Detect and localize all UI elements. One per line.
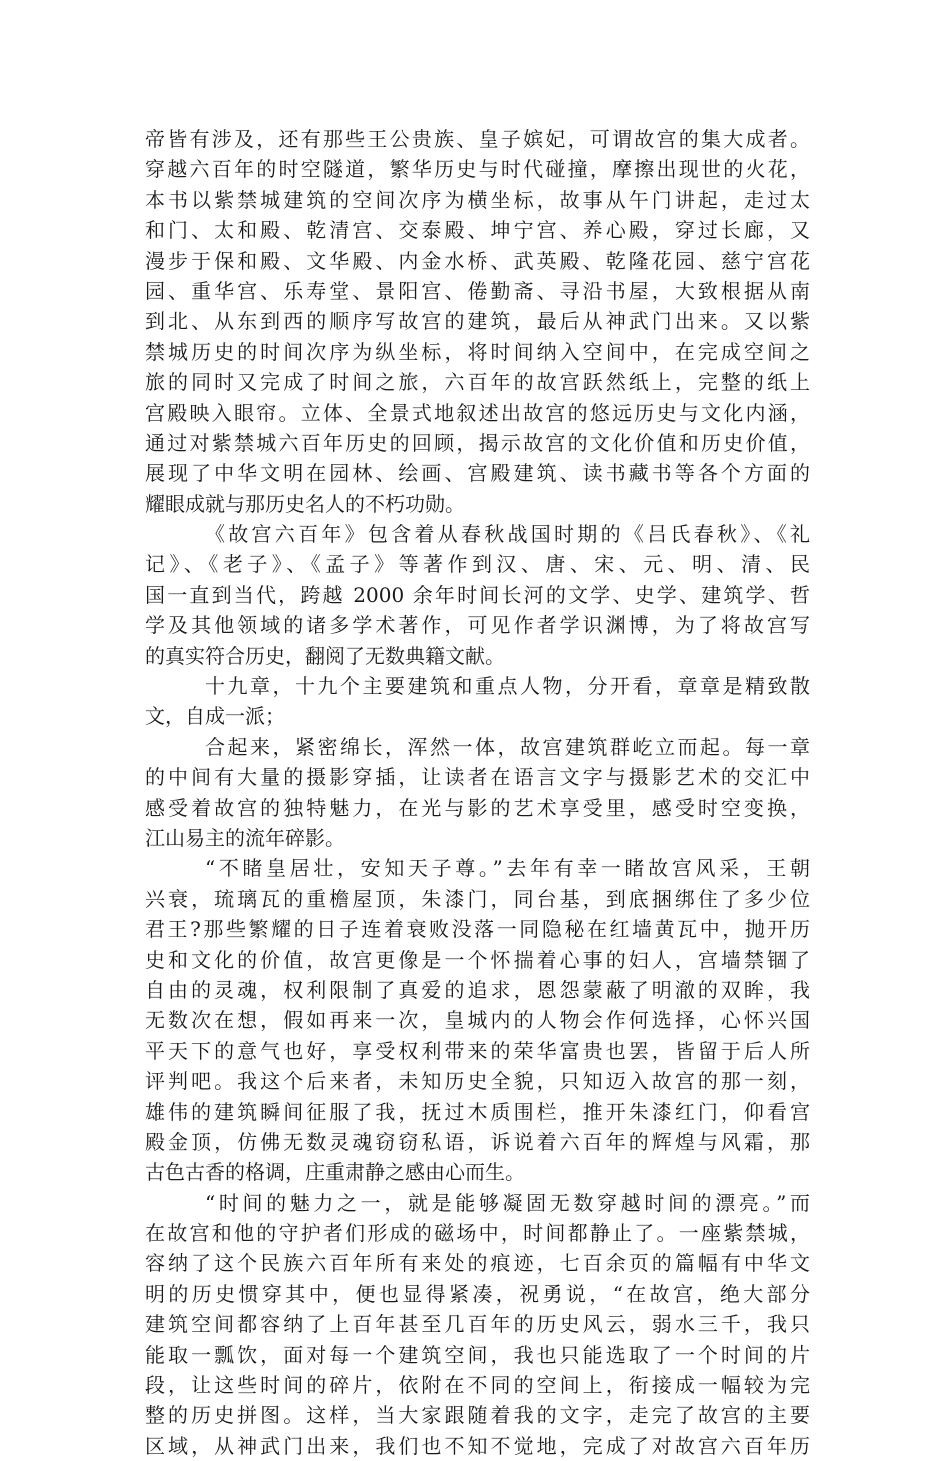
text-line: 旅的同时又完成了时间之旅，六百年的故宫跃然纸上，完整的纸上	[145, 370, 810, 395]
text-line: 十九章，十九个主要建筑和重点人物，分开看，章章是精致散	[205, 674, 810, 699]
text-line: 段，让这些时间的碎片，依附在不同的空间上，衔接成一幅较为完	[145, 1373, 810, 1398]
text-line: 漫步于保和殿、文华殿、内金水桥、武英殿、乾隆花园、慈宁宫花	[145, 248, 810, 273]
text-line: 区域，从神武门出来，我们也不知不觉地，完成了对故宫六百年历	[145, 1433, 810, 1458]
text-line: 文，自成一派；	[145, 704, 285, 729]
text-line: 到北、从东到西的顺序写故宫的建筑，最后从神武门出来。又以紫	[145, 309, 810, 334]
text-line: 本书以紫禁城建筑的空间次序为横坐标，故事从午门讲起，走过太	[145, 187, 810, 212]
text-line: 容纳了这个民族六百年所有来处的痕迹，七百余页的篇幅有中华文	[145, 1251, 810, 1276]
text-line: 穿越六百年的时空隧道，繁华历史与时代碰撞，摩擦出现世的火花，	[145, 157, 810, 182]
text-line: 耀眼成就与那历史名人的不朽功勋。	[145, 491, 465, 516]
text-line: 的中间有大量的摄影穿插，让读者在语言文字与摄影艺术的交汇中	[145, 765, 810, 790]
text-line: 评判吧。我这个后来者，未知历史全貌，只知迈入故宫的那一刻，	[145, 1069, 810, 1094]
text-line: 国一直到当代，跨越 2000 余年时间长河的文学、史学、建筑学、哲	[145, 582, 810, 607]
text-line: 通过对紫禁城六百年历史的回顾，揭示故宫的文化价值和历史价值，	[145, 430, 810, 455]
text-line: 整的历史拼图。这样，当大家跟随着我的文字，走完了故宫的主要	[145, 1403, 810, 1428]
text-line: 自由的灵魂，权利限制了真爱的追求，恩怨蒙蔽了明澈的双眸，我	[145, 977, 810, 1002]
text-line: 在故宫和他的守护者们形成的磁场中，时间都静止了。一座紫禁城，	[145, 1221, 810, 1246]
text-line: 展现了中华文明在园林、绘画、宫殿建筑、读书藏书等各个方面的	[145, 461, 810, 486]
text-line: 江山易主的流年碎影。	[145, 825, 345, 850]
text-line: 合起来，紧密绵长，浑然一体，故宫建筑群屹立而起。每一章	[205, 734, 810, 759]
text-line: 宫殿映入眼帘。立体、全景式地叙述出故宫的悠远历史与文化内涵，	[145, 400, 810, 425]
text-line: 禁城历史的时间次序为纵坐标，将时间纳入空间中，在完成空间之	[145, 339, 810, 364]
text-line: 《故宫六百年》包含着从春秋战国时期的《吕氏春秋》、《礼	[205, 522, 810, 547]
text-line: 能取一瓢饮，面对每一个建筑空间，我也只能选取了一个时间的片	[145, 1342, 810, 1367]
text-line: 史和文化的价值，故宫更像是一个怀揣着心事的妇人，宫墙禁锢了	[145, 947, 810, 972]
text-line: 感受着故宫的独特魅力，在光与影的艺术享受里，感受时空变换，	[145, 795, 810, 820]
text-line: 的真实符合历史，翻阅了无数典籍文献。	[145, 643, 505, 668]
body-text	[145, 124, 810, 1461]
text-line: “时间的魅力之一，就是能够凝固无数穿越时间的漂亮。”而	[205, 1190, 810, 1215]
text-line: 明的历史惯穿其中，便也显得紧凑，祝勇说，“在故宫，绝大部分	[145, 1281, 810, 1306]
text-line: 无数次在想，假如再来一次，皇城内的人物会作何选择，心怀兴国	[145, 1008, 810, 1033]
text-line: “不睹皇居壮，安知天子尊。”去年有幸一睹故宫风采，王朝	[205, 856, 810, 881]
text-line: 雄伟的建筑瞬间征服了我，抚过木质围栏，推开朱漆红门，仰看宫	[145, 1099, 810, 1124]
text-line: 古色古香的格调，庄重肃静之感由心而生。	[145, 1160, 525, 1185]
text-line: 建筑空间都容纳了上百年甚至几百年的历史风云，弱水三千，我只	[145, 1312, 810, 1337]
text-line: 和门、太和殿、乾清宫、交泰殿、坤宁宫、养心殿，穿过长廊，又	[145, 218, 810, 243]
text-line: 帝皆有涉及，还有那些王公贵族、皇子嫔妃，可谓故宫的集大成者。	[145, 127, 810, 151]
text-line: 园、重华宫、乐寿堂、景阳宫、倦勤斋、寻沿书屋，大致根据从南	[145, 278, 810, 303]
text-line: 记》、《老子》、《孟子》等著作到汉、唐、宋、元、明、清、民	[145, 552, 810, 577]
text-line: 平天下的意气也好，享受权利带来的荣华富贵也罢，皆留于后人所	[145, 1038, 810, 1063]
text-line: 君王?那些繁耀的日子连着衰败没落一同隐秘在红墙黄瓦中，抛开历	[145, 917, 810, 942]
text-line: 兴衰，琉璃瓦的重檐屋顶，朱漆门，同台基，到底捆绑住了多少位	[145, 886, 810, 911]
text-line: 殿金顶，仿佛无数灵魂窃窃私语，诉说着六百年的辉煌与风霜，那	[145, 1129, 810, 1154]
text-line: 学及其他领域的诸多学术著作，可见作者学识渊博，为了将故宫写	[145, 613, 810, 638]
